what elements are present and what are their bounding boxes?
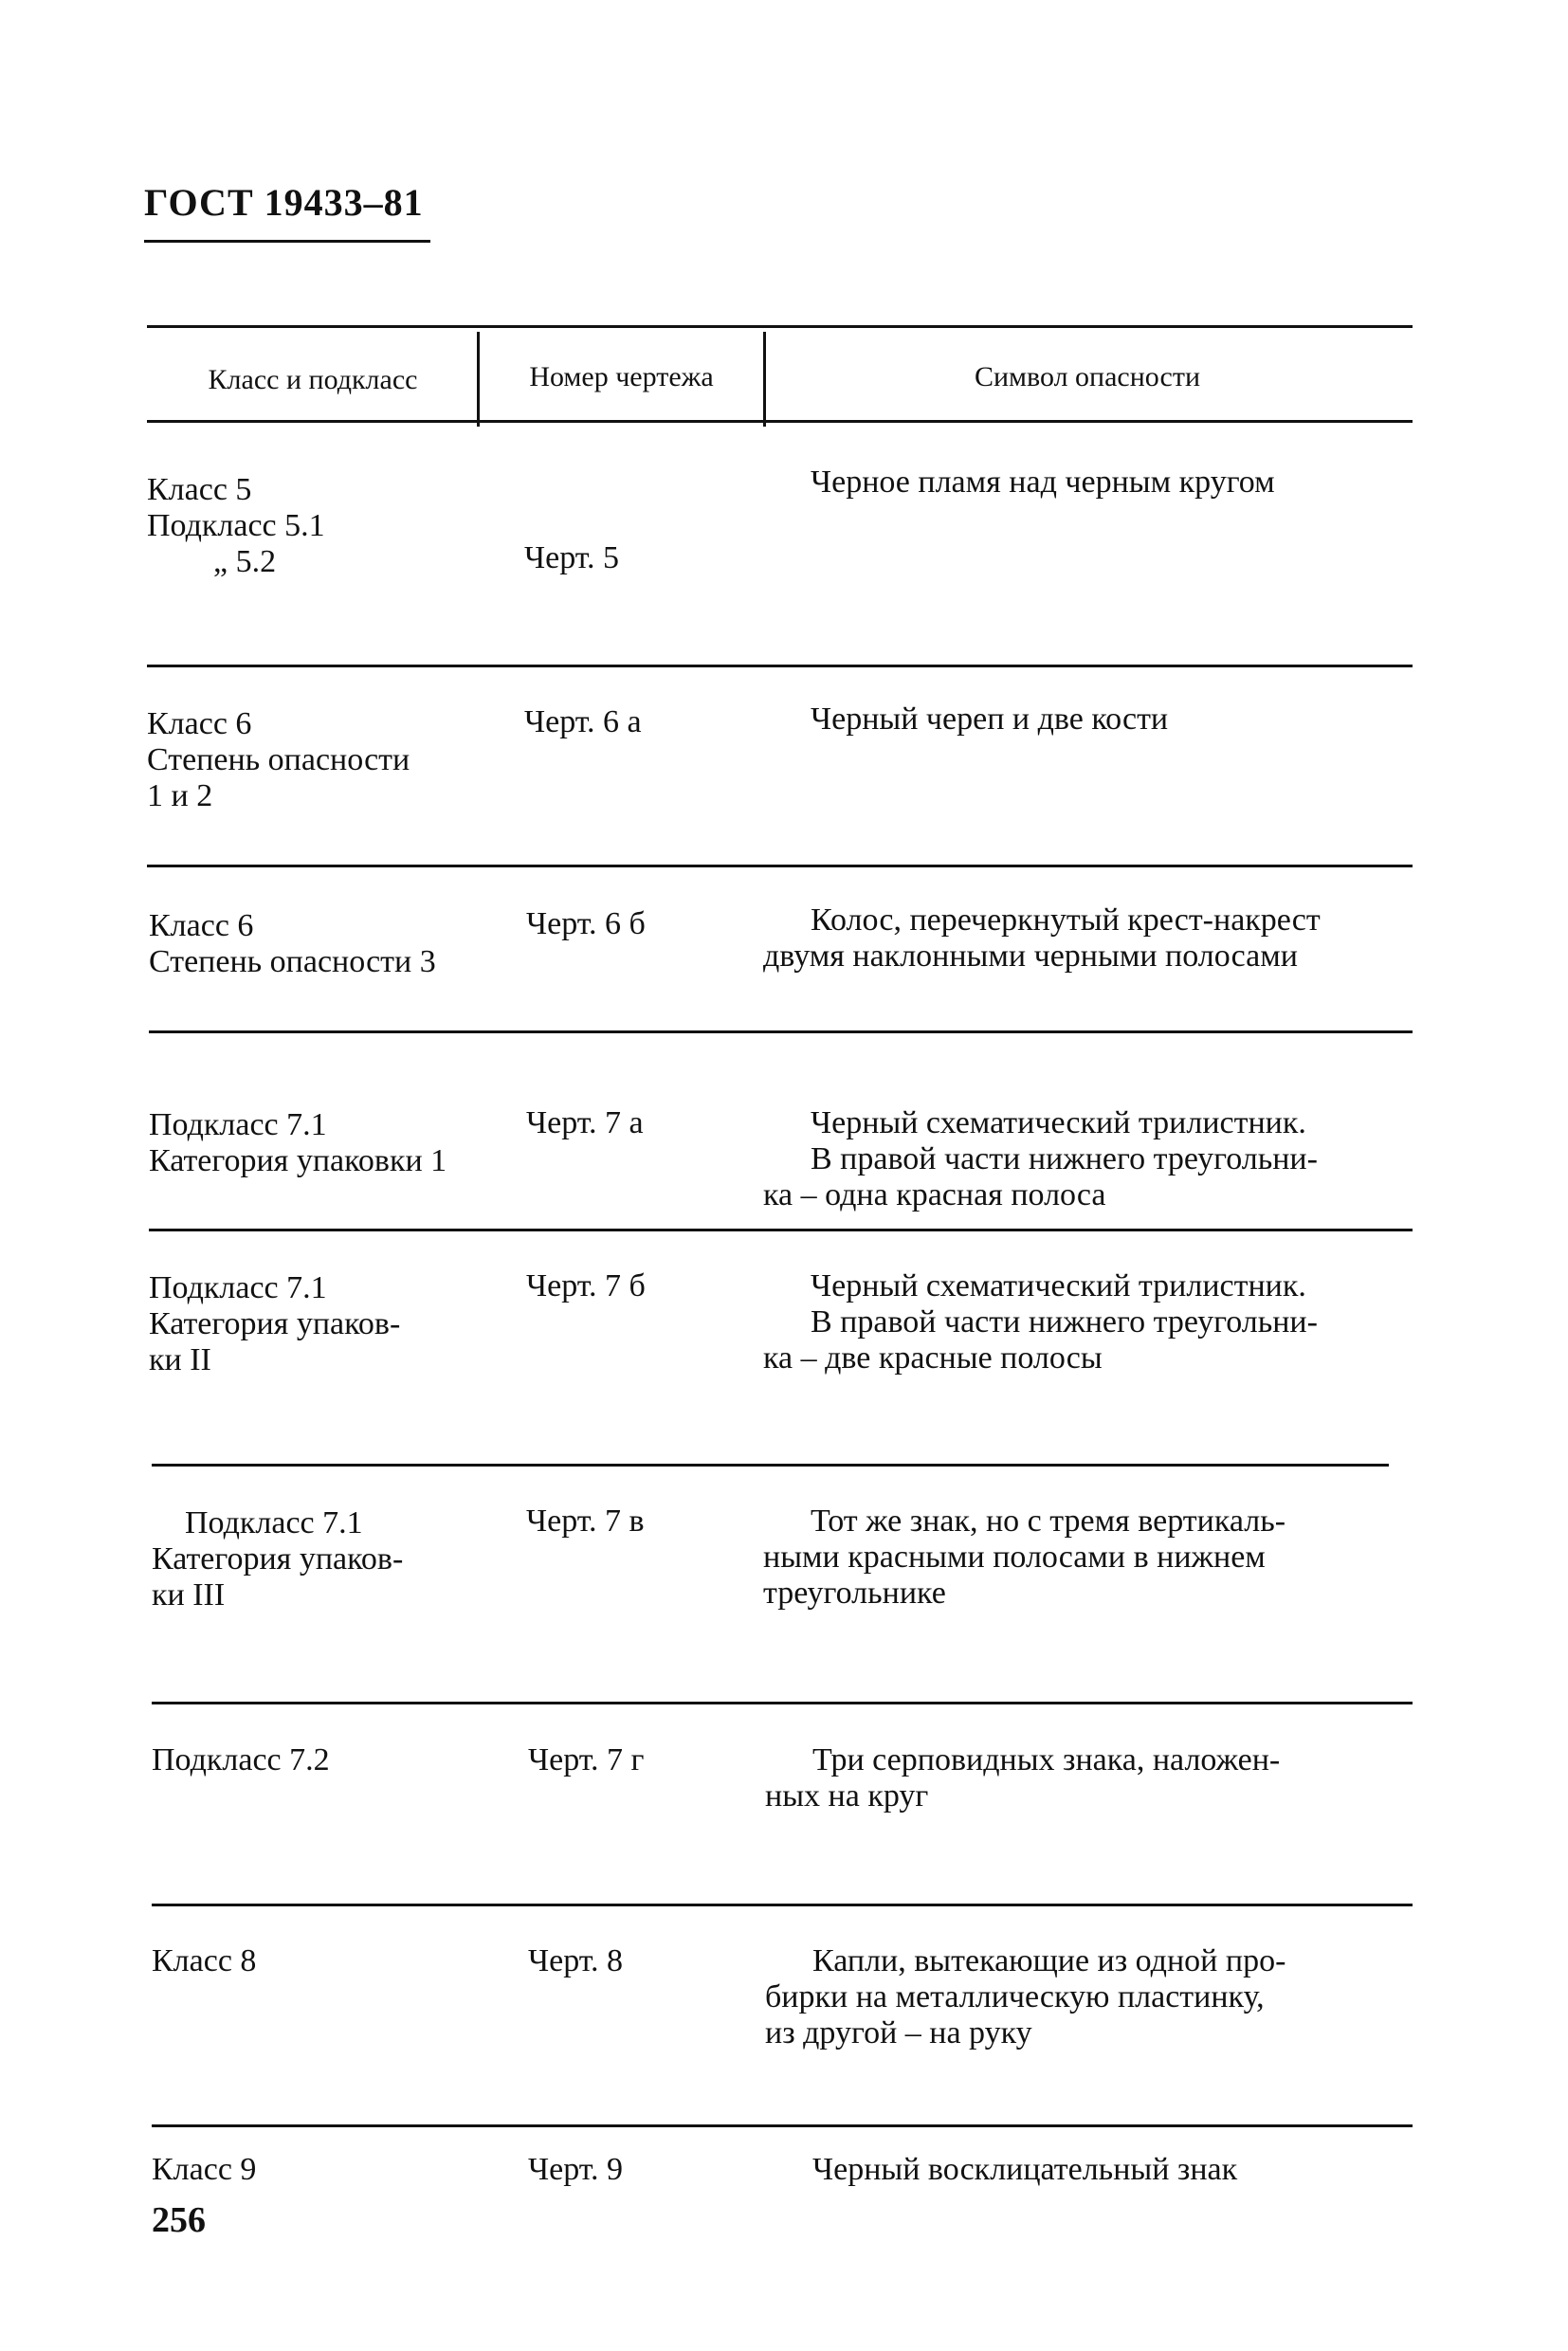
table-row-9-class [152, 2152, 256, 2188]
symbol-line: ными красными полосами в нижнем [763, 1540, 1266, 1575]
symbol-line: двумя наклонными черными полосами [763, 939, 1298, 974]
class-line: Подкласс 7.1 [185, 1505, 363, 1540]
header-drawing: Номер чертежа [529, 361, 714, 392]
table-row-3-symbol [763, 902, 1321, 975]
table-row-8-symbol [765, 1943, 1285, 2051]
table-row-7-class [152, 1742, 330, 1778]
class-line: ки III [152, 1577, 226, 1613]
table-row-9-drawing: Черт. 9 [528, 2152, 624, 2187]
symbol-line: В правой части нижнего треугольни- [811, 1141, 1318, 1176]
table-header-bottom-rule [147, 420, 1413, 423]
class-line: „ 5.2 [213, 544, 277, 579]
class-line: Степень опасности [147, 742, 410, 777]
table-row-6-drawing: Черт. 7 в [526, 1504, 645, 1539]
page-number: 256 [152, 2200, 206, 2240]
table-row-8-class [152, 1943, 256, 1979]
class-line: Класс 5 [147, 472, 252, 507]
class-line: 1 и 2 [147, 778, 213, 813]
class-line: Класс 6 [147, 706, 252, 741]
header-column-divider-2 [763, 332, 766, 427]
row-separator [152, 2124, 1413, 2127]
row-separator [149, 1030, 1413, 1033]
table-row-1-class [147, 472, 325, 580]
symbol-line: ка – одна красная полоса [763, 1177, 1106, 1212]
symbol-line: Три серповидных знака, наложен- [812, 1742, 1281, 1777]
class-line: Подкласс 7.2 [152, 1742, 330, 1777]
symbol-line: Черное пламя над черным кругом [811, 465, 1275, 500]
class-line: Подкласс 7.1 [149, 1107, 327, 1142]
symbol-line: ных на круг [765, 1778, 929, 1813]
header-class: Класс и подкласс [208, 364, 418, 395]
symbol-line: Колос, перечеркнутый крест-накрест [811, 902, 1321, 938]
table-row-4-drawing: Черт. 7 а [526, 1105, 644, 1140]
header-column-divider-1 [477, 332, 480, 427]
symbol-line: Капли, вытекающие из одной про- [812, 1943, 1286, 1978]
table-row-8-drawing: Черт. 8 [528, 1943, 624, 1978]
table-row-3-class [149, 908, 436, 980]
row-separator [152, 1464, 1389, 1467]
symbol-line: Черный восклицательный знак [812, 2152, 1238, 2187]
row-separator [147, 865, 1413, 867]
header-symbol: Символ опасности [974, 361, 1201, 392]
symbol-line: бирки на металлическую пластинку, [765, 1979, 1265, 2014]
class-line: Категория упаков- [152, 1541, 404, 1576]
table-row-4-symbol [763, 1105, 1318, 1213]
class-line: Класс 6 [149, 908, 254, 943]
symbol-line: Черный схематический трилистник. [811, 1268, 1306, 1303]
table-row-7-symbol [765, 1742, 1280, 1814]
document-code-underline [144, 240, 430, 243]
symbol-line: треугольнике [763, 1576, 946, 1611]
class-line: Класс 9 [152, 2152, 257, 2187]
table-row-9-symbol [812, 2152, 1237, 2188]
table-row-5-symbol [763, 1268, 1318, 1376]
table-row-6-symbol [763, 1504, 1285, 1612]
symbol-line: Черный схематический трилистник. [811, 1105, 1306, 1140]
table-row-2-drawing: Черт. 6 а [524, 704, 642, 739]
symbol-line: Черный череп и две кости [811, 702, 1169, 737]
table-row-1-symbol [811, 465, 1275, 501]
class-line: Категория упаков- [149, 1306, 401, 1341]
table-top-rule [147, 325, 1413, 328]
table-row-2-symbol [811, 702, 1168, 738]
table-row-4-class [149, 1107, 447, 1179]
class-line: ки II [149, 1342, 211, 1377]
symbol-line: В правой части нижнего треугольни- [811, 1304, 1318, 1340]
symbol-line: из другой – на руку [765, 2015, 1032, 2050]
table-row-3-drawing: Черт. 6 б [526, 906, 646, 941]
row-separator [147, 665, 1413, 667]
document-code: ГОСТ 19433–81 [144, 181, 424, 224]
table-row-5-drawing: Черт. 7 б [526, 1268, 646, 1303]
row-separator [149, 1229, 1413, 1231]
symbol-line: Тот же знак, но с тремя вертикаль- [811, 1504, 1286, 1539]
table-row-6-class [152, 1505, 403, 1613]
class-line: Подкласс 7.1 [149, 1270, 327, 1305]
table-row-5-class [149, 1270, 400, 1378]
table-row-7-drawing: Черт. 7 г [528, 1742, 645, 1777]
class-line: Класс 8 [152, 1943, 257, 1978]
symbol-line: ка – две красные полосы [763, 1340, 1103, 1376]
row-separator [152, 1904, 1413, 1906]
row-separator [152, 1702, 1413, 1704]
table-row-2-class [147, 706, 410, 814]
class-line: Степень опасности 3 [149, 944, 436, 979]
table-row-1-drawing: Черт. 5 [524, 540, 620, 575]
class-line: Категория упаковки 1 [149, 1143, 447, 1178]
class-line: Подкласс 5.1 [147, 508, 325, 543]
